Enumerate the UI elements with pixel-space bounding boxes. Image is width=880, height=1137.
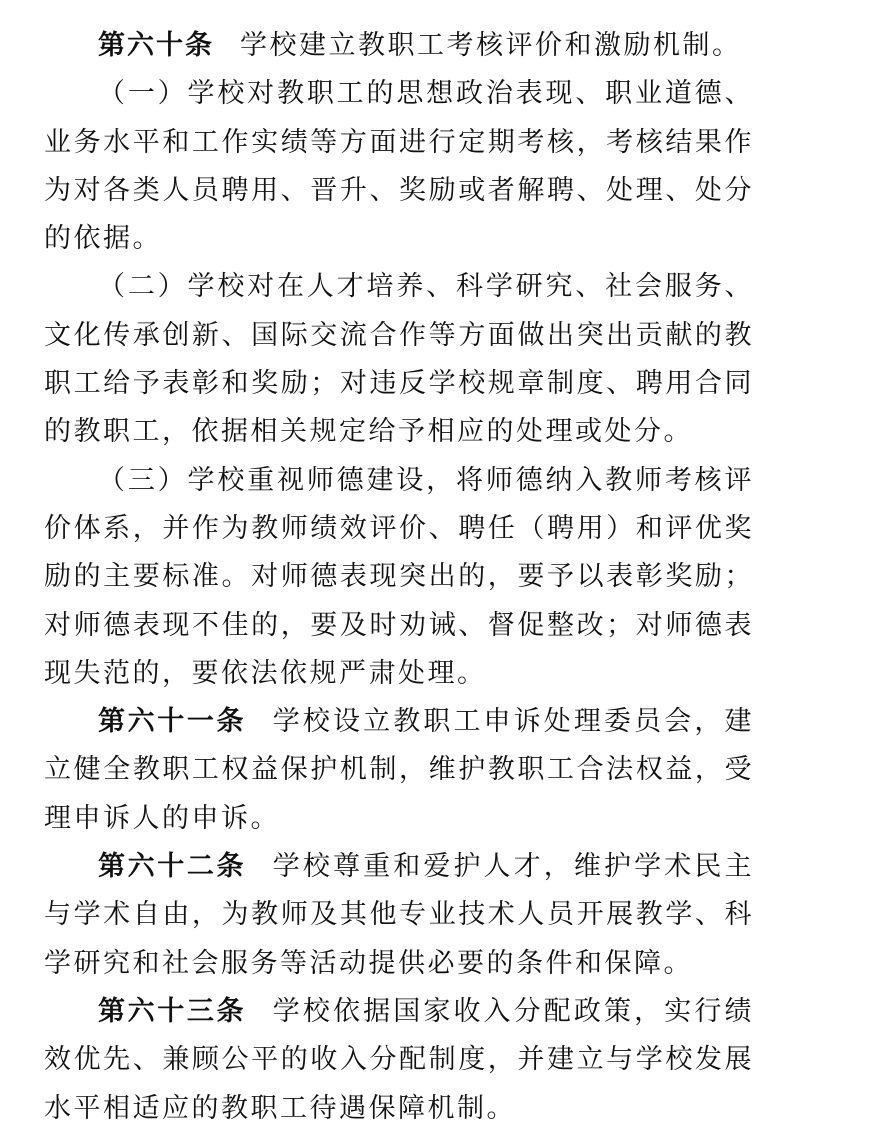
article-text: 学校建立教职工考核评价和激励机制。	[240, 30, 742, 61]
article-60-clause-3	[44, 457, 754, 698]
article-60	[44, 22, 754, 70]
clause-text: （三）学校重视师德建设，将师德纳入教师考核评价体系，并作为教师绩效评价、聘任（聘用）和评优奖励的主要标准。对师德表现突出的，要予以表彰奖励；对师德表现不佳的，要及时劝诫、督促整改；对师德表现失范的，要依法依规严肃处理。	[44, 464, 754, 689]
article-text: 学校尊重和爱护人才，维护学术民主与学术自由，为教师及其他专业技术人员开展教学、科学研究和社会服务等活动提供必要的条件和保障。	[44, 851, 755, 979]
article-label: 第六十三条	[98, 995, 247, 1027]
article-61	[44, 698, 754, 843]
article-label: 第六十一条	[98, 706, 247, 738]
article-label: 第六十条	[98, 30, 214, 61]
article-60-clause-1	[44, 70, 754, 263]
article-text: 学校依据国家收入分配政策，实行绩效优先、兼顾公平的收入分配制度，并建立与学校发展水平相适应的教职工待遇保障机制。	[44, 995, 755, 1124]
document-page	[44, 22, 754, 1133]
article-62	[44, 843, 754, 988]
article-label: 第六十二条	[98, 851, 247, 883]
clause-text: （一）学校对教职工的思想政治表现、职业道德、业务水平和工作实绩等方面进行定期考核，考核结果作为对各类人员聘用、晋升、奖励或者解聘、处理、处分的依据。	[44, 78, 754, 255]
article-text: 学校设立教职工申诉处理委员会，建立健全教职工权益保护机制，维护教职工合法权益，受理申诉人的申诉。	[44, 706, 755, 834]
article-60-clause-2	[44, 263, 754, 456]
clause-text: （二）学校对在人才培养、科学研究、社会服务、文化传承创新、国际交流合作等方面做出突出贡献的教职工给予表彰和奖励；对违反学校规章制度、聘用合同的教职工，依据相关规定给予相应的处理或处分。	[44, 271, 754, 448]
article-63	[44, 988, 754, 1133]
